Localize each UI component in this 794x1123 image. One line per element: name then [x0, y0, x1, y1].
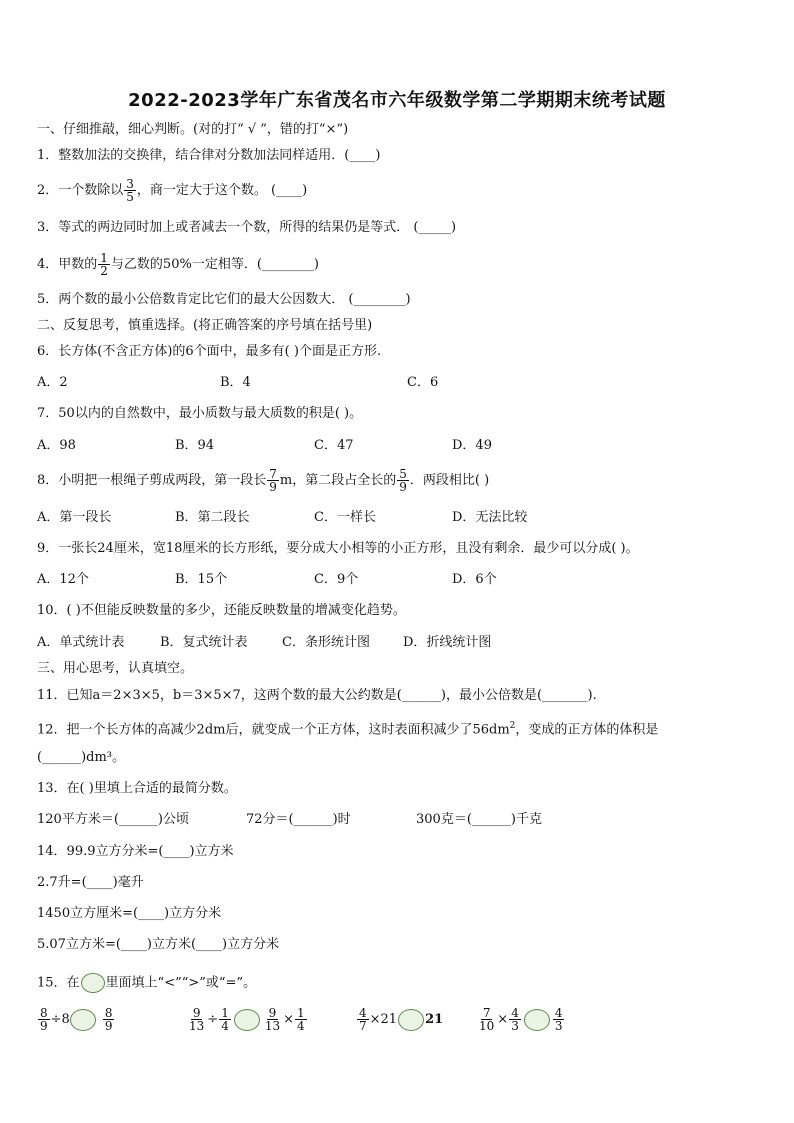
q8-option-d: D．无法比较 — [452, 510, 528, 525]
comparison-3: $\frac{4}{7}$ ×21 21 — [359, 1006, 444, 1033]
q9-option-d: D．6个 — [452, 572, 497, 587]
q8-option-b: B．第二段长 — [175, 510, 250, 525]
q13-item-1: 120平方米＝(______)公顷 — [37, 812, 189, 827]
section-2-heading: 二、反复思考，慎重选择。(将正确答案的序号填在括号里) — [37, 318, 373, 333]
question-4: 4．甲数的 $\frac{1}{2}$ 与乙数的50%一定相等．(________) — [37, 251, 319, 278]
section-1-heading: 一、仔细推敲，细心判断。(对的打“ √ ”，错的打“×”) — [37, 122, 349, 137]
q8-option-a: A．第一段长 — [37, 510, 112, 525]
question-6: 6．长方体(不含正方体)的6个面中，最多有( )个面是正方形. — [37, 344, 382, 359]
question-13: 13．在( )里填上合适的最简分数。 — [37, 781, 237, 796]
q9-option-c: C．9个 — [314, 572, 359, 587]
question-12-continued: (______)dm³。 — [37, 750, 126, 765]
question-11: 11．已知a＝2×3×5，b＝3×5×7，这两个数的最大公约数是(______)，最小公倍数是(_______). — [37, 688, 597, 703]
question-14: 14．99.9立方分米=(____)立方米 — [37, 844, 234, 859]
page-title: 2022-2023学年广东省茂名市六年级数学第二学期期末统考试题 — [128, 90, 666, 111]
q7-option-c: C．47 — [314, 438, 354, 453]
question-1: 1．整数加法的交换律，结合律对分数加法同样适用．(____) — [37, 148, 381, 163]
comparison-4: $\frac{7}{10}$ × $\frac{4}{3}$ $\frac{4}{3}$ — [479, 1006, 563, 1033]
question-14-d: 5.07立方米=(____)立方米(____)立方分米 — [37, 937, 280, 952]
question-9: 9．一张长24厘米，宽18厘米的长方形纸，要分成大小相等的小正方形，且没有剩余．最少可以分成( )。 — [37, 541, 639, 556]
question-7: 7．50以内的自然数中，最小质数与最大质数的积是( )。 — [37, 406, 363, 421]
q9-option-a: A．12个 — [37, 572, 89, 587]
fraction: $\frac{1}{2}$ — [100, 251, 108, 278]
q6-option-a: A．2 — [37, 375, 68, 390]
q13-item-3: 300克＝(______)千克 — [416, 812, 542, 827]
question-14-b: 2.7升=(____)毫升 — [37, 875, 144, 890]
q9-option-b: B．15个 — [175, 572, 228, 587]
fraction: $\frac{3}{5}$ — [126, 177, 134, 204]
answer-circle[interactable] — [234, 1009, 260, 1031]
answer-circle[interactable] — [70, 1009, 96, 1031]
question-15: 15．在 里面填上“<”“>”或“=”。 — [37, 973, 256, 993]
q7-option-a: A．98 — [37, 438, 76, 453]
q6-option-b: B．4 — [220, 375, 251, 390]
answer-circle[interactable] — [524, 1009, 550, 1031]
question-10: 10．( )不但能反映数量的多少，还能反映数量的增减变化趋势。 — [37, 603, 406, 618]
fraction: $\frac{5}{9}$ — [399, 467, 407, 494]
question-2: 2．一个数除以 $\frac{3}{5}$ ，商一定大于这个数。 (____) — [37, 177, 308, 204]
comparison-1: $\frac{8}{9}$ ÷8 $\frac{8}{9}$ — [40, 1006, 113, 1033]
fraction: $\frac{7}{9}$ — [269, 467, 277, 494]
q10-option-a: A．单式统计表 — [37, 635, 125, 650]
question-8: 8．小明把一根绳子剪成两段，第一段长 $\frac{7}{9}$ m，第二段占全长的 $\frac{5}{9}$ ．两段相比( ) — [37, 467, 490, 494]
q10-option-c: C．条形统计图 — [282, 635, 370, 650]
q7-option-d: D．49 — [452, 438, 492, 453]
answer-circle[interactable] — [398, 1009, 424, 1031]
q10-option-d: D．折线统计图 — [403, 635, 492, 650]
question-3: 3．等式的两边同时加上或者减去一个数，所得的结果仍是等式． (_____) — [37, 220, 457, 235]
question-14-c: 1450立方厘米=(____)立方分米 — [37, 906, 222, 921]
question-12: 12．把一个长方体的高减少2dm后，就变成一个正方体，这时表面积减少了$56dm^2$，变成的正方体的体积是 — [37, 721, 659, 738]
comparison-2: $\frac{9}{13}$ ÷ $\frac{1}{4}$ $\frac{9}{13}$ × $\frac{1}{4}$ — [189, 1006, 305, 1033]
q13-item-2: 72分＝(______)时 — [246, 812, 351, 827]
q7-option-b: B．94 — [175, 438, 215, 453]
q6-option-c: C．6 — [407, 375, 439, 390]
question-5: 5．两个数的最小公倍数肯定比它们的最大公因数大． (________) — [37, 292, 411, 307]
q10-option-b: B．复式统计表 — [160, 635, 248, 650]
answer-circle[interactable] — [81, 973, 105, 993]
q8-option-c: C．一样长 — [314, 510, 376, 525]
section-3-heading: 三、用心思考，认真填空。 — [37, 661, 194, 676]
